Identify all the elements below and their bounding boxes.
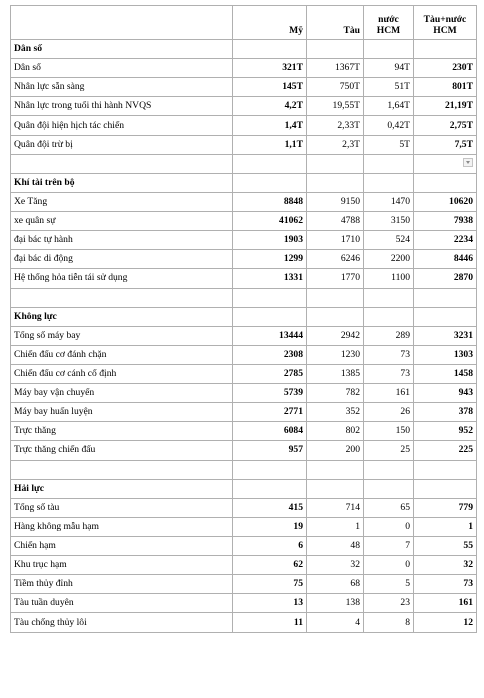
row-label[interactable]: Máy bay vận chuyển xyxy=(11,384,233,403)
cell-combined[interactable]: 2234 xyxy=(414,231,477,250)
spacer-row xyxy=(11,288,477,307)
cell-hcm[interactable]: 2200 xyxy=(364,250,414,269)
cell-hcm[interactable]: 23 xyxy=(364,594,414,613)
cell-combined[interactable]: 1 xyxy=(414,518,477,537)
cell-china[interactable]: 782 xyxy=(307,384,364,403)
row-label[interactable]: Nhân lực sẵn sàng xyxy=(11,78,233,97)
column-header-china[interactable]: Tàu xyxy=(307,6,364,40)
cell-china[interactable]: 6246 xyxy=(307,250,364,269)
table-row xyxy=(11,422,477,441)
cell-us[interactable]: 6 xyxy=(233,537,307,556)
empty-cell[interactable] xyxy=(364,154,414,173)
cell-combined[interactable]: 12 xyxy=(414,613,477,632)
empty-cell[interactable] xyxy=(364,173,414,192)
table-row xyxy=(11,116,477,135)
cell-hcm[interactable]: 26 xyxy=(364,403,414,422)
cell-us[interactable]: 13 xyxy=(233,594,307,613)
row-label[interactable]: Xe Tăng xyxy=(11,193,233,212)
section-header-row xyxy=(11,173,477,192)
table-row xyxy=(11,575,477,594)
cell-us[interactable]: 1903 xyxy=(233,231,307,250)
row-label[interactable]: Chiến đấu cơ đánh chặn xyxy=(11,345,233,364)
cell-china[interactable]: 2942 xyxy=(307,326,364,345)
section-header-row xyxy=(11,307,477,326)
empty-cell[interactable] xyxy=(233,288,307,307)
empty-cell[interactable] xyxy=(307,479,364,498)
cell-combined[interactable]: 10620 xyxy=(414,193,477,212)
cell-combined[interactable]: 55 xyxy=(414,537,477,556)
column-header-hcm[interactable]: nước HCM xyxy=(364,6,414,40)
cell-us[interactable]: 2785 xyxy=(233,365,307,384)
cell-us[interactable]: 5739 xyxy=(233,384,307,403)
cell-china[interactable]: 2,3T xyxy=(307,135,364,154)
table-row xyxy=(11,269,477,288)
table-row xyxy=(11,193,477,212)
table-row xyxy=(11,403,477,422)
cell-us[interactable]: 415 xyxy=(233,498,307,517)
cell-combined[interactable]: 378 xyxy=(414,403,477,422)
cell-us[interactable]: 321T xyxy=(233,59,307,78)
empty-cell[interactable] xyxy=(233,307,307,326)
row-label[interactable]: đại bác di động xyxy=(11,250,233,269)
empty-cell[interactable] xyxy=(364,460,414,479)
table-row xyxy=(11,613,477,632)
cell-combined[interactable]: 225 xyxy=(414,441,477,460)
cell-hcm[interactable]: 7 xyxy=(364,537,414,556)
cell-us[interactable]: 4,2T xyxy=(233,97,307,116)
cell-combined[interactable]: 2,75T xyxy=(414,116,477,135)
cell-china[interactable]: 1 xyxy=(307,518,364,537)
empty-cell[interactable] xyxy=(233,173,307,192)
empty-cell[interactable] xyxy=(414,288,477,307)
column-header-us[interactable]: Mỹ xyxy=(233,6,307,40)
cell-combined[interactable]: 161 xyxy=(414,594,477,613)
empty-cell[interactable] xyxy=(414,154,477,173)
cell-china[interactable]: 1367T xyxy=(307,59,364,78)
cell-china[interactable]: 352 xyxy=(307,403,364,422)
cell-hcm[interactable]: 25 xyxy=(364,441,414,460)
table-row xyxy=(11,384,477,403)
cell-hcm[interactable]: 161 xyxy=(364,384,414,403)
empty-cell[interactable] xyxy=(364,479,414,498)
row-label[interactable]: Trực thăng xyxy=(11,422,233,441)
row-label[interactable]: Tàu chống thủy lôi xyxy=(11,613,233,632)
cell-us[interactable]: 11 xyxy=(233,613,307,632)
table-row xyxy=(11,97,477,116)
cell-china[interactable]: 138 xyxy=(307,594,364,613)
row-label[interactable]: Quân đội hiện hịch tác chiến xyxy=(11,116,233,135)
cell-combined[interactable]: 2870 xyxy=(414,269,477,288)
cell-china[interactable]: 4 xyxy=(307,613,364,632)
cell-us[interactable]: 13444 xyxy=(233,326,307,345)
cell-us[interactable]: 8848 xyxy=(233,193,307,212)
table-row xyxy=(11,518,477,537)
cell-hcm[interactable]: 3150 xyxy=(364,212,414,231)
empty-cell[interactable] xyxy=(414,40,477,59)
cell-hcm[interactable]: 1100 xyxy=(364,269,414,288)
row-label[interactable]: đại bác tự hành xyxy=(11,231,233,250)
cell-china[interactable]: 48 xyxy=(307,537,364,556)
section-title[interactable]: Hải lực xyxy=(11,479,233,498)
empty-cell[interactable] xyxy=(233,40,307,59)
row-label[interactable]: Hàng không mẫu hạm xyxy=(11,518,233,537)
cell-hcm[interactable]: 65 xyxy=(364,498,414,517)
cell-china[interactable]: 802 xyxy=(307,422,364,441)
section-title[interactable]: Khí tài trên bộ xyxy=(11,173,233,192)
cell-china[interactable]: 1710 xyxy=(307,231,364,250)
empty-cell[interactable] xyxy=(364,288,414,307)
cell-china[interactable]: 9150 xyxy=(307,193,364,212)
row-label[interactable]: Hệ thống hỏa tiễn tái sử dụng xyxy=(11,269,233,288)
row-label[interactable]: Tàu tuần duyên xyxy=(11,594,233,613)
table-row xyxy=(11,498,477,517)
cell-us[interactable]: 41062 xyxy=(233,212,307,231)
cell-combined[interactable]: 8446 xyxy=(414,250,477,269)
section-title[interactable]: Không lực xyxy=(11,307,233,326)
cell-us[interactable]: 6084 xyxy=(233,422,307,441)
cell-combined[interactable]: 801T xyxy=(414,78,477,97)
cell-us[interactable]: 19 xyxy=(233,518,307,537)
row-label[interactable]: Tổng số tàu xyxy=(11,498,233,517)
spacer-row xyxy=(11,154,477,173)
empty-cell[interactable] xyxy=(307,307,364,326)
table-row xyxy=(11,537,477,556)
cell-combined[interactable]: 1303 xyxy=(414,345,477,364)
cell-us[interactable]: 1331 xyxy=(233,269,307,288)
cell-hcm[interactable]: 1470 xyxy=(364,193,414,212)
cell-combined[interactable]: 230T xyxy=(414,59,477,78)
empty-cell[interactable] xyxy=(364,307,414,326)
cell-china[interactable]: 1770 xyxy=(307,269,364,288)
section-header-row xyxy=(11,479,477,498)
row-label[interactable]: Tổng số máy bay xyxy=(11,326,233,345)
empty-cell[interactable] xyxy=(11,288,233,307)
table-row xyxy=(11,556,477,575)
cell-china[interactable]: 19,55T xyxy=(307,97,364,116)
spacer-row xyxy=(11,460,477,479)
cell-combined[interactable]: 73 xyxy=(414,575,477,594)
cell-us[interactable]: 75 xyxy=(233,575,307,594)
row-label[interactable]: Chiến hạm xyxy=(11,537,233,556)
empty-cell[interactable] xyxy=(307,288,364,307)
row-label[interactable]: Chiến đấu cơ cánh cố định xyxy=(11,365,233,384)
cell-hcm[interactable]: 5T xyxy=(364,135,414,154)
header-row xyxy=(11,6,477,40)
cell-combined[interactable]: 779 xyxy=(414,498,477,517)
cell-hcm[interactable]: 51T xyxy=(364,78,414,97)
empty-cell[interactable] xyxy=(307,173,364,192)
cell-china[interactable]: 750T xyxy=(307,78,364,97)
row-label[interactable]: Khu trục hạm xyxy=(11,556,233,575)
section-title[interactable]: Dân số xyxy=(11,40,233,59)
cell-combined[interactable]: 32 xyxy=(414,556,477,575)
military-comparison-table xyxy=(10,5,477,633)
table-row xyxy=(11,250,477,269)
cell-hcm[interactable]: 0,42T xyxy=(364,116,414,135)
cell-china[interactable]: 68 xyxy=(307,575,364,594)
column-header-combined[interactable]: Tàu+nước HCM xyxy=(414,6,477,40)
cell-combined[interactable]: 21,19T xyxy=(414,97,477,116)
cell-hcm[interactable]: 94T xyxy=(364,59,414,78)
cell-hcm[interactable]: 73 xyxy=(364,365,414,384)
cell-combined[interactable]: 7,5T xyxy=(414,135,477,154)
cell-combined[interactable]: 7938 xyxy=(414,212,477,231)
cell-hcm[interactable]: 8 xyxy=(364,613,414,632)
empty-cell[interactable] xyxy=(233,154,307,173)
cell-combined[interactable]: 952 xyxy=(414,422,477,441)
table-row xyxy=(11,594,477,613)
cell-us[interactable]: 1299 xyxy=(233,250,307,269)
cell-hcm[interactable]: 0 xyxy=(364,518,414,537)
empty-cell[interactable] xyxy=(307,40,364,59)
cell-us[interactable]: 2771 xyxy=(233,403,307,422)
cell-china[interactable]: 200 xyxy=(307,441,364,460)
table-row xyxy=(11,441,477,460)
empty-cell[interactable] xyxy=(233,460,307,479)
cell-us[interactable]: 1,1T xyxy=(233,135,307,154)
empty-cell[interactable] xyxy=(414,307,477,326)
table-row xyxy=(11,365,477,384)
cell-hcm[interactable]: 150 xyxy=(364,422,414,441)
cell-us[interactable]: 1,4T xyxy=(233,116,307,135)
table-row xyxy=(11,78,477,97)
column-header-corner[interactable] xyxy=(11,6,233,40)
empty-cell[interactable] xyxy=(414,173,477,192)
cell-us[interactable]: 2308 xyxy=(233,345,307,364)
empty-cell[interactable] xyxy=(11,154,233,173)
empty-cell[interactable] xyxy=(364,40,414,59)
cell-hcm[interactable]: 289 xyxy=(364,326,414,345)
empty-cell[interactable] xyxy=(307,460,364,479)
cell-us[interactable]: 145T xyxy=(233,78,307,97)
section-header-row xyxy=(11,40,477,59)
table-row xyxy=(11,326,477,345)
cell-hcm[interactable]: 5 xyxy=(364,575,414,594)
cell-hcm[interactable]: 0 xyxy=(364,556,414,575)
cell-china[interactable]: 1385 xyxy=(307,365,364,384)
table-row xyxy=(11,59,477,78)
cell-china[interactable]: 1230 xyxy=(307,345,364,364)
table-row xyxy=(11,345,477,364)
empty-cell[interactable] xyxy=(307,154,364,173)
row-label[interactable]: Trực thăng chiến đấu xyxy=(11,441,233,460)
cell-china[interactable]: 2,33T xyxy=(307,116,364,135)
cell-china[interactable]: 32 xyxy=(307,556,364,575)
cell-combined[interactable]: 943 xyxy=(414,384,477,403)
filter-dropdown-icon[interactable] xyxy=(463,158,473,167)
cell-us[interactable]: 957 xyxy=(233,441,307,460)
empty-cell[interactable] xyxy=(414,460,477,479)
cell-hcm[interactable]: 1,64T xyxy=(364,97,414,116)
cell-china[interactable]: 4788 xyxy=(307,212,364,231)
cell-hcm[interactable]: 524 xyxy=(364,231,414,250)
row-label[interactable]: Tiềm thủy đỉnh xyxy=(11,575,233,594)
cell-us[interactable]: 62 xyxy=(233,556,307,575)
cell-hcm[interactable]: 73 xyxy=(364,345,414,364)
table-row xyxy=(11,212,477,231)
row-label[interactable]: Quân đội trừ bị xyxy=(11,135,233,154)
row-label[interactable]: Dân số xyxy=(11,59,233,78)
table-row xyxy=(11,135,477,154)
table-row xyxy=(11,231,477,250)
cell-combined[interactable]: 3231 xyxy=(414,326,477,345)
cell-combined[interactable]: 1458 xyxy=(414,365,477,384)
row-label[interactable]: Nhân lực trong tuổi thi hành NVQS xyxy=(11,97,233,116)
cell-china[interactable]: 714 xyxy=(307,498,364,517)
row-label[interactable]: xe quân sự xyxy=(11,212,233,231)
row-label[interactable]: Máy bay huấn luyện xyxy=(11,403,233,422)
empty-cell[interactable] xyxy=(414,479,477,498)
empty-cell[interactable] xyxy=(11,460,233,479)
empty-cell[interactable] xyxy=(233,479,307,498)
